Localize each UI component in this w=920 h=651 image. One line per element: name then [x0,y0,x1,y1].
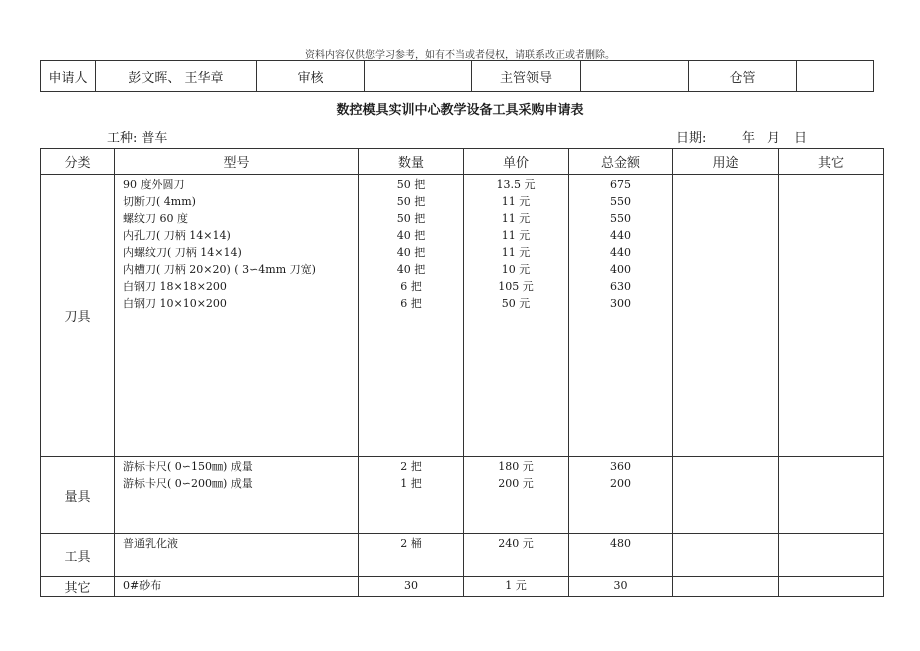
table-row [41,577,884,597]
col-header-unit-price: 单价 [464,149,569,175]
item-price: 11 元 [501,195,531,208]
date-day: 日 [794,131,808,146]
item-total: 30 [613,579,628,592]
item-qty: 1 把 [400,477,422,490]
other-cell [779,457,884,534]
usage-cell [673,534,779,577]
item-total: 630 [610,280,631,293]
approval-header-table [40,60,874,92]
item-price: 180 元 [498,460,534,473]
warehouse-value [797,61,874,92]
item-total: 550 [610,212,631,225]
work-type [107,127,171,146]
purchase-table [40,148,884,597]
usage-cell [673,175,779,457]
model-cell [115,175,359,457]
item-qty: 50 把 [396,212,426,225]
unit-price-cell [464,175,569,457]
item-total: 300 [610,297,631,310]
col-header-other: 其它 [779,149,884,175]
item-price: 1 元 [505,579,527,592]
leader-label: 主管领导 [472,61,581,92]
item-model: 螺纹刀 60 度 [123,212,188,225]
item-qty: 6 把 [400,280,422,293]
item-model: 游标卡尺( 0∽200㎜) 成量 [123,477,253,490]
item-qty: 2 桶 [400,537,422,550]
item-price: 50 元 [501,297,531,310]
date-label: 日期: [676,131,707,146]
item-price: 11 元 [501,246,531,259]
model-cell [115,577,359,597]
quantity-cell [359,534,464,577]
category-cell: 工具 [41,534,115,577]
total-cell [569,457,673,534]
applicant-value: 彭文晖、 王华章 [96,61,257,92]
applicant-label: 申请人 [41,61,96,92]
item-total: 440 [610,229,631,242]
item-qty: 50 把 [396,195,426,208]
item-total: 360 [610,460,631,473]
other-cell [779,534,884,577]
item-price: 11 元 [501,229,531,242]
table-row [41,457,884,534]
total-cell [569,577,673,597]
table-row [41,175,884,457]
other-cell [779,577,884,597]
item-total: 675 [610,178,631,191]
item-model: 游标卡尺( 0∽150㎜) 成量 [123,460,253,473]
item-qty: 30 [404,579,418,592]
item-price: 10 元 [501,263,531,276]
item-qty: 40 把 [396,246,426,259]
category-cell: 刀具 [41,175,115,457]
item-price: 11 元 [501,212,531,225]
item-price: 105 元 [498,280,534,293]
col-header-usage: 用途 [673,149,779,175]
disclaimer-notice: 资料内容仅供您学习参考，如有不当或者侵权，请联系改正或者删除。 [305,50,615,61]
warehouse-label: 仓管 [689,61,797,92]
work-type-label: 工种: [107,131,138,146]
model-cell [115,457,359,534]
item-model: 内槽刀( 刀柄 20×20) ( 3∽4mm 刀宽) [123,263,316,276]
item-price: 200 元 [498,477,534,490]
date-month: 月 [767,131,781,146]
unit-price-cell [464,577,569,597]
usage-cell [673,457,779,534]
work-type-value: 普车 [141,131,168,146]
item-total: 200 [610,477,631,490]
quantity-cell [359,577,464,597]
quantity-cell [359,175,464,457]
table-row [41,534,884,577]
quantity-cell [359,457,464,534]
unit-price-cell [464,534,569,577]
category-cell: 其它 [41,577,115,597]
table-header-row [41,149,884,175]
item-price: 240 元 [498,537,534,550]
item-qty: 40 把 [396,229,426,242]
form-title: 数控模具实训中心教学设备工具采购申请表 [336,103,584,118]
item-total: 480 [610,537,631,550]
item-total: 400 [610,263,631,276]
usage-cell [673,577,779,597]
item-qty: 2 把 [400,460,422,473]
item-qty: 6 把 [400,297,422,310]
date-year: 年 [742,131,756,146]
review-value [365,61,472,92]
other-cell [779,175,884,457]
item-model: 内螺纹刀( 刀柄 14×14) [123,246,242,259]
item-model: 白钢刀 10×10×200 [123,297,227,310]
unit-price-cell [464,457,569,534]
category-cell: 量具 [41,457,115,534]
item-model: 切断刀( 4mm) [123,195,196,208]
col-header-category: 分类 [41,149,115,175]
model-cell [115,534,359,577]
leader-value [581,61,689,92]
review-label: 审核 [257,61,365,92]
col-header-total: 总金额 [569,149,673,175]
item-price: 13.5 元 [496,178,536,191]
date-field [676,127,807,146]
col-header-model: 型号 [115,149,359,175]
col-header-quantity: 数量 [359,149,464,175]
item-model: 普通乳化液 [123,537,178,550]
item-model: 白钢刀 18×18×200 [123,280,227,293]
item-qty: 40 把 [396,263,426,276]
item-model: 90 度外圆刀 [123,178,185,191]
item-model: 内孔刀( 刀柄 14×14) [123,229,231,242]
total-cell [569,534,673,577]
item-model: 0#砂布 [123,579,162,592]
item-total: 440 [610,246,631,259]
item-total: 550 [610,195,631,208]
item-qty: 50 把 [396,178,426,191]
total-cell [569,175,673,457]
